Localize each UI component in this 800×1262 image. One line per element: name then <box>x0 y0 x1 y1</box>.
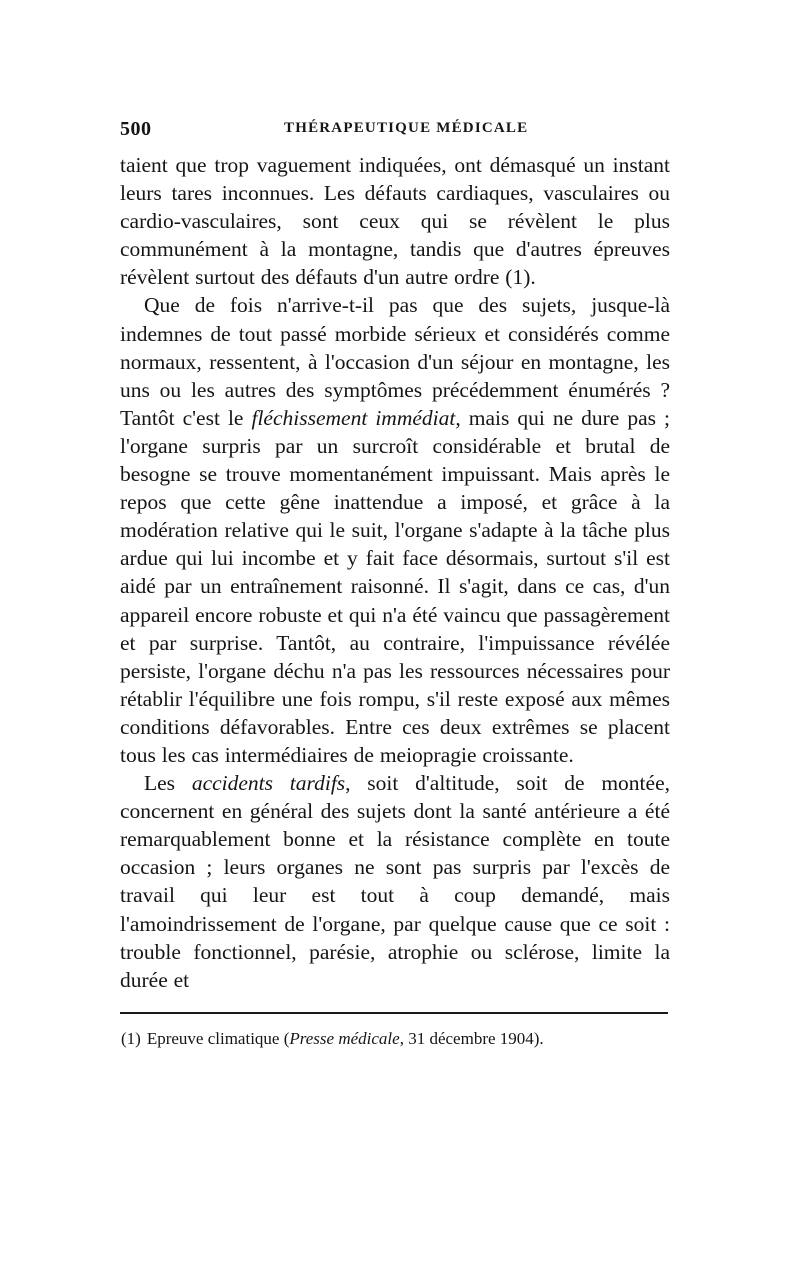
body-text <box>120 151 670 994</box>
paragraph-3 <box>120 769 670 994</box>
page-header <box>120 110 670 140</box>
footnote <box>120 1028 670 1050</box>
footnote-rule <box>120 1012 668 1014</box>
paragraph-3-end: , soit d'altitude, soit de montée, concernent en général des sujets dont la santé antérieure a été remarquablement bonne et la résistance complète en toute occasion ; leurs organes ne sont pas surpris par l'excès de travail qui leur est tout à coup demandé, mais l'amoindrissement de l'organe, par quelque cause que ce soit : trouble fonctionnel, parésie, atrophie ou sclérose, limite la durée et <box>120 771 670 992</box>
paragraph-3-start: Les <box>144 771 192 796</box>
paragraph-1: taient que trop vaguement indiquées, ont démasqué un instant leurs tares inconnues. Les défauts cardiaques, vasculaires ou cardio-vasculaires, sont ceux qui se révèlent le plus communément à la montagne, tandis que d'autres épreuves révèlent surtout des défauts d'un autre ordre (1). <box>120 153 670 290</box>
footnote-text-end: , 31 décembre 1904). <box>399 1028 544 1048</box>
page-number: 500 <box>120 118 152 140</box>
footnote-text-start: Epreuve climatique ( <box>146 1028 290 1048</box>
footnote-text-emphasis: Presse médicale <box>289 1028 400 1048</box>
running-head: THÉRAPEUTIQUE MÉDICALE <box>284 120 529 136</box>
paragraph-2-emphasis: fléchissement immédiat <box>251 405 456 430</box>
paragraph-3-emphasis: accidents tardifs <box>191 771 346 796</box>
document-page <box>120 110 670 1050</box>
footnote-mark: (1) <box>121 1028 141 1048</box>
paragraph-2 <box>120 291 670 769</box>
paragraph-2-start: Que de fois n'arrive-t-il pas que des sujets, jusque-là indemnes de tout passé morbide sérieux et considérés comme normaux, ressentent, à l'occasion d'un séjour en montagne, les uns ou les autres des symptômes précédemment énumérés ? Tantôt c'est le <box>120 293 670 430</box>
paragraph-2-end: , mais qui ne dure pas ; l'organe surpris par un surcroît considérable et brutal de besogne se trouve momentanément impuissant. Mais après le repos que cette gêne inattendue a imposé, et grâce à la modération relative qui le suit, l'organe s'adapte à la tâche plus ardue qui lui incombe et y fait face désormais, surtout s'il est aidé par un entraînement raisonné. Il s'agit, dans ce cas, d'un appareil encore robuste et qui n'a été vaincu que passagèrement et par surprise. Tantôt, au contraire, l'impuissance révélée persiste, l'organe déchu n'a pas les ressources nécessaires pour rétablir l'équilibre une fois rompu, s'il reste exposé aux mêmes conditions défavorables. Entre ces deux extrêmes se placent tous les cas intermédiaires de meiopragie croissante. <box>120 405 671 767</box>
